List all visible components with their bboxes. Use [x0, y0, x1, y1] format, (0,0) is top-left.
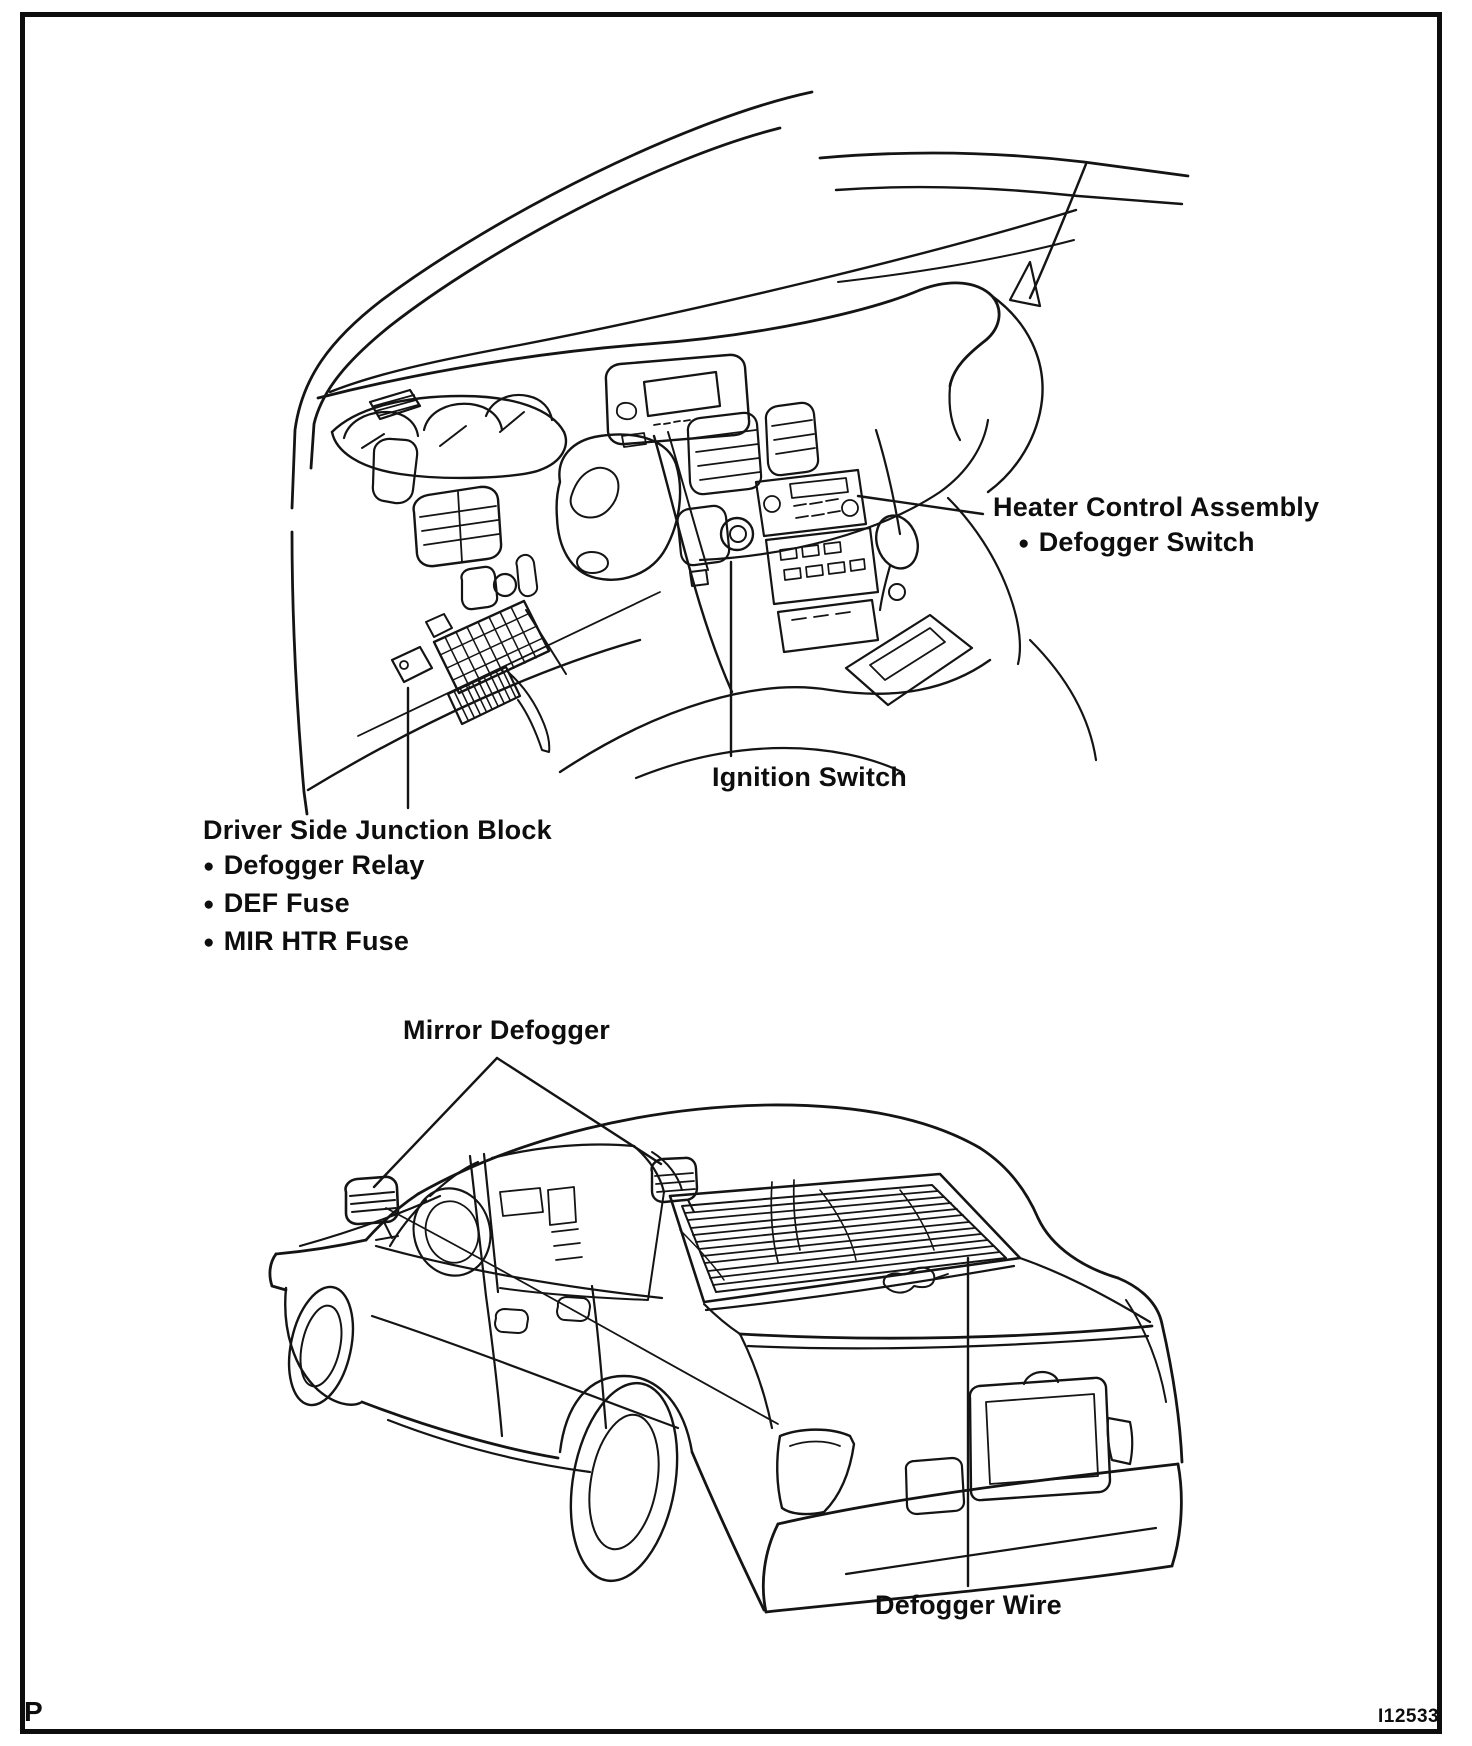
label-heater-control-assembly: [993, 490, 1319, 563]
label-ignition-switch: [712, 760, 907, 795]
label-title: [993, 490, 1319, 525]
label-text: MIR HTR Fuse: [223, 926, 410, 956]
label-driver-side-junction-block: [203, 813, 552, 962]
label-text: Mirror Defogger: [403, 1015, 611, 1045]
label-text: Heater Control Assembly: [993, 492, 1320, 522]
sedan-illustration: [270, 1105, 1182, 1612]
dashboard-illustration: [292, 92, 1188, 814]
label-item: [203, 924, 552, 962]
label-title: [203, 813, 552, 848]
bullet-icon: ●: [203, 856, 215, 877]
label-title: [875, 1588, 1062, 1623]
label-text: Defogger Relay: [223, 850, 425, 880]
leader-heater-control: [858, 496, 983, 514]
label-text: Ignition Switch: [712, 762, 907, 792]
label-item: [1018, 525, 1319, 563]
label-title: [712, 760, 907, 795]
label-text: Driver Side Junction Block: [203, 815, 552, 845]
bullet-icon: ●: [203, 932, 215, 953]
label-text: DEF Fuse: [223, 888, 350, 918]
label-mirror-defogger: [403, 1013, 610, 1048]
bullet-icon: ●: [1018, 533, 1030, 554]
page-marker: P: [24, 1696, 43, 1727]
label-title: [403, 1013, 610, 1048]
label-defogger-wire: [875, 1588, 1062, 1623]
bullet-icon: ●: [203, 894, 215, 915]
figure-code: I12533: [1378, 1706, 1440, 1727]
label-text: Defogger Switch: [1038, 527, 1255, 557]
label-item: [203, 886, 552, 924]
leader-mirror-defogger-left: [374, 1058, 497, 1187]
label-item: [203, 848, 552, 886]
label-text: Defogger Wire: [875, 1590, 1062, 1620]
